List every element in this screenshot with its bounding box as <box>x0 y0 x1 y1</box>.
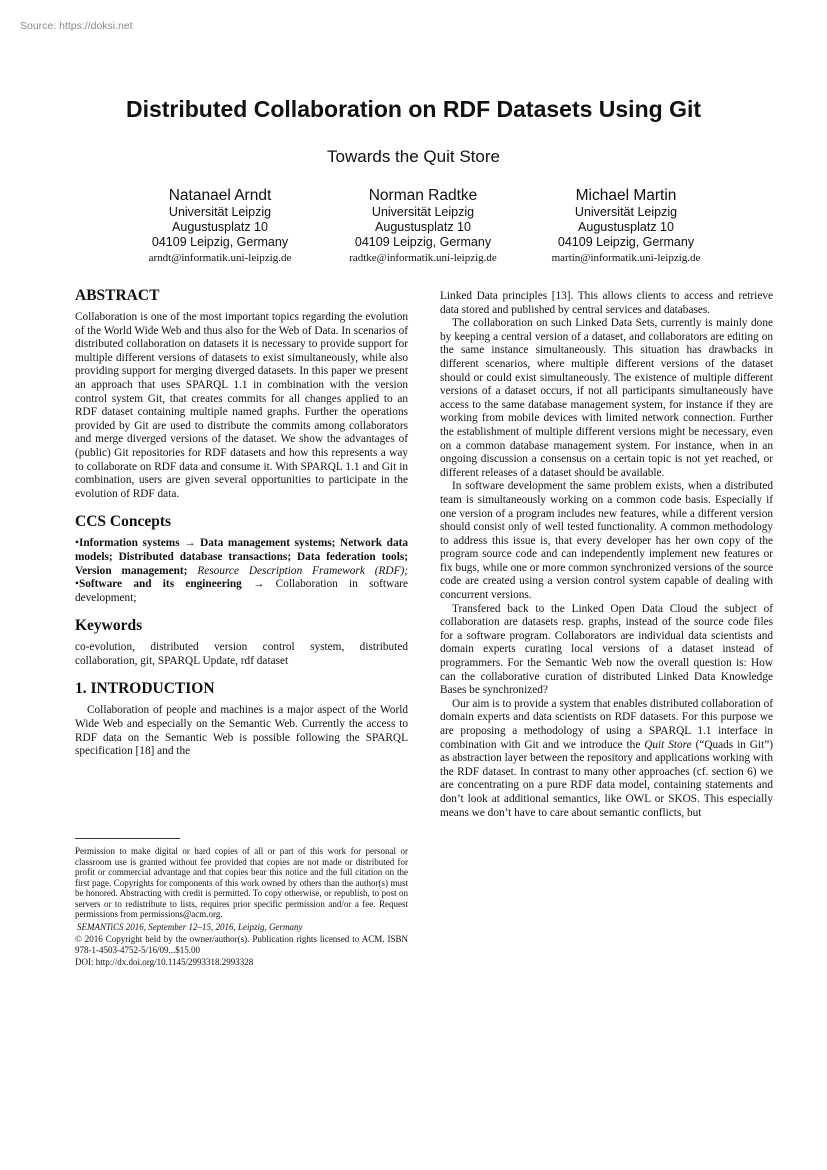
author-name: Norman Radtke <box>368 187 478 204</box>
author-email: martin@informatik.uni-leipzig.de <box>551 252 701 264</box>
author-name: Michael Martin <box>575 187 677 204</box>
author-2 <box>313 186 533 266</box>
keywords-heading: Keywords <box>75 617 143 635</box>
author-3 <box>516 186 736 266</box>
ccs-concepts <box>75 537 408 605</box>
arrow: → <box>253 578 265 591</box>
author-email: radtke@informatik.uni-leipzig.de <box>349 252 497 264</box>
ccs-term: Resource Description Framework (RDF); <box>197 564 408 577</box>
author-street: Augustusplatz 10 <box>578 220 674 234</box>
body-paragraph <box>440 698 773 820</box>
ccs-term: Information systems <box>78 537 180 550</box>
author-street: Augustusplatz 10 <box>375 220 471 234</box>
author-city: 04109 Leipzig, Germany <box>557 235 695 249</box>
author-university: Universität Leipzig <box>574 205 678 219</box>
author-street: Augustusplatz 10 <box>172 220 268 234</box>
abstract-heading: ABSTRACT <box>75 287 160 304</box>
ccs-term: Data management systems; Network data models; Distributed database transactions; Data federation tools; Version management; <box>75 537 409 577</box>
author-name: Natanael Arndt <box>168 187 272 204</box>
ccs-heading: CCS Concepts <box>75 513 172 531</box>
paper-title: Distributed Collaboration on RDF Datasets Using Git <box>125 96 702 122</box>
intro-paragraph: Collaboration of people and machines is a major aspect of the World Wide Web and especially on the Semantic Web. Currently the access to RDF data on the Semantic Web is possible following the SPARQL specification [18] and the <box>75 704 408 758</box>
copyright-line: © 2016 Copyright held by the owner/author(s). Publication rights licensed to ACM. ISBN 978-1-4503-4752-5/16/09...$15.00 <box>75 934 408 955</box>
body-paragraph: In software development the same problem exists, when a distributed team is simultaneously working on a common code basis. Especially if one version of a program includes new features, while a different version should consist only of well tested functionality. A common methodology to address this issue is, that every developer has her own copy of the program source code and can independently implement new features or fix bugs, while one or more common synchronized versions of the source code are created using a version control system capable of dealing with concurrent versions. <box>440 480 773 602</box>
author-university: Universität Leipzig <box>371 205 475 219</box>
body-paragraph: Linked Data principles [13]. This allows clients to access and retrieve data stored and published by central services and databases. <box>440 290 773 316</box>
ccs-term: Software and its engineering <box>78 578 242 591</box>
ccs-term: Collaboration in software development; <box>75 578 408 604</box>
intro-heading: 1. INTRODUCTION <box>75 680 215 698</box>
permission-notice <box>75 846 408 968</box>
body-paragraph: The collaboration on such Linked Data Sets, currently is mainly done by keeping a central version of a dataset, and collaborators are editing on the same instance simultaneously. This situation has drawbacks in different scenarios, where multiple different versions of the dataset should or could exist simultaneously. The existence of multiple different versions of a dataset occurs, if not all participants simultaneously have access to the same database management system, for instance if they are working from mobile devices with limited network connection. Further the establishment of multiple different versions might be necessary, even on a common database management system. For instance, when in an ongoing discussion a consensus on a certain topic is not yet reached, or different releases of a dataset should be available. <box>440 317 773 479</box>
paper-subtitle: Towards the Quit Store <box>327 147 500 166</box>
abstract-text: Collaboration is one of the most important topics regarding the evolution of the World Wide Web and thus also for the Web of Data. In scenarios of distributed collaboration on datasets it is necessary to provide support for multiple different versions of datasets to exist simultaneously, while also providing support for merging diverged datasets. In this paper we present an approach that uses SPARQL 1.1 in combination with the version control system Git, that creates commits for all changes applied to an RDF dataset containing multiple named graphs. Further the operations provided by Git are used to distribute the commits among collaborators and merge diverged versions of the dataset. We show the advantages of (public) Git repositories for RDF datasets and how this represents a way to collaborate on RDF data and consume it. With SPARQL 1.1 and Git in combination, users are given several opportunities to participate in the evolution of RDF data. <box>75 311 408 500</box>
body-paragraph: Transfered back to the Linked Open Data Cloud the subject of collaboration are datasets resp. graphs, instead of the source code files for a software program. Collaborators are individual data scientists and domain experts curating local versions of a dataset instead of programmers. For the Semantic Web now the overall question is: How can the collaborative curation of distributed Linked Data Knowledge Bases be synchronized? <box>440 602 773 697</box>
author-university: Universität Leipzig <box>168 205 272 219</box>
author-city: 04109 Leipzig, Germany <box>354 235 492 249</box>
body-text: (“Quads in Git”) as abstraction layer between the repository and applications working with the RDF dataset. In contrast to many other approaches (cf. section 6) we are concentrating on a pure RDF data model, containing statements and don’t look at additional semantics, like OWL or SKOS. This especially means we don’t have to care about semantic conflicts, but <box>440 738 773 819</box>
body-text: Our aim is to provide a system that enables distributed collaboration of domain experts and data scientists on RDF datasets. For this purpose we are proposing a methodology of using a SPARQL 1.1 interface in combination with Git and we introduce the <box>440 697 773 751</box>
arrow: → <box>184 537 196 550</box>
left-column <box>75 287 408 759</box>
doi-line: DOI: http://dx.doi.org/10.1145/2993318.2993328 <box>75 957 254 967</box>
conference-line: SEMANTiCS 2016, September 12–15, 2016, Leipzig, Germany <box>77 921 303 932</box>
quit-store-term: Quit Store <box>644 738 692 751</box>
author-email: arndt@informatik.uni-leipzig.de <box>148 252 292 264</box>
source-label: Source: https://doksi.net <box>20 20 133 32</box>
author-city: 04109 Leipzig, Germany <box>151 235 289 249</box>
keywords-text: co-evolution, distributed version control system, distributed collaboration, git, SPARQL Update, rdf dataset <box>75 641 408 667</box>
permission-text: Permission to make digital or hard copies of all or part of this work for personal or classroom use is granted without fee provided that copies are not made or distributed for profit or commercial advantage and that copies bear this notice and the full citation on the first page. Copyrights for components of this work owned by others than the author(s) must be honored. Abstracting with credit is permitted. To copy otherwise, or republish, to post on servers or to redistribute to lists, requires prior specific permission and/or a fee. Request permissions from permissions@acm.org. <box>75 846 408 919</box>
right-column <box>440 290 773 820</box>
footnote-rule <box>75 838 180 839</box>
author-1 <box>110 186 330 266</box>
bullet: • <box>75 537 79 550</box>
bullet: • <box>75 578 79 591</box>
